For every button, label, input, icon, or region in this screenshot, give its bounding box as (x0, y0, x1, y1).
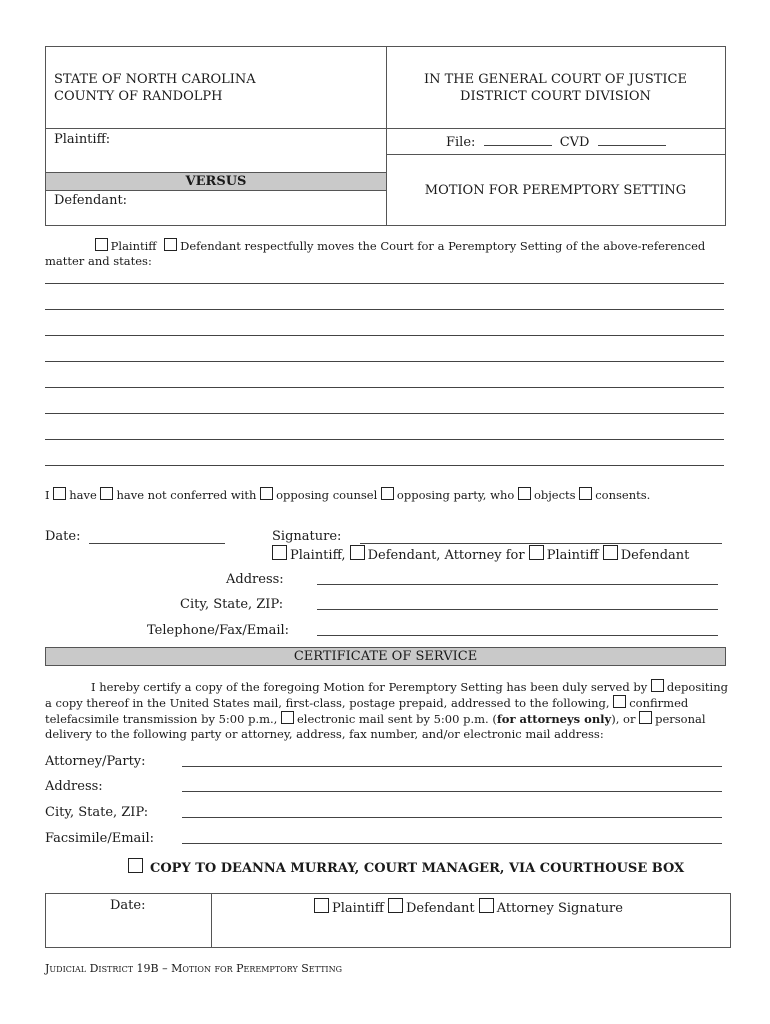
confirmed-label: confirmed (629, 696, 689, 710)
footer-defendant-checkbox[interactable] (388, 898, 403, 913)
statement-line[interactable] (45, 439, 724, 440)
signer-role-line (272, 545, 689, 563)
service-attorney-field[interactable] (182, 766, 722, 767)
versus-label: VERSUS (185, 174, 247, 189)
opposing-counsel-label: opposing counsel (276, 488, 378, 502)
depositing-label: depositing (666, 680, 728, 694)
cert-line1 (91, 679, 728, 694)
cert-line3b: electronic mail sent by 5:00 p.m. ( (296, 712, 497, 726)
certificate-heading-bar (45, 647, 726, 666)
page-footer: Judicial District 19B – Motion for Peremptory Setting (45, 962, 342, 975)
certificate-heading: CERTIFICATE OF SERVICE (293, 649, 478, 664)
statement-line[interactable] (45, 387, 724, 388)
footer-plaintiff-label: Plaintiff (332, 901, 384, 916)
statement-line[interactable] (45, 309, 724, 310)
signature-field[interactable] (360, 543, 722, 544)
defendant-input[interactable] (136, 192, 380, 212)
signer-address-field[interactable] (317, 584, 718, 585)
caption-left-divider (46, 128, 386, 129)
signer-city-field[interactable] (317, 609, 718, 610)
cert-line3 (45, 711, 706, 726)
signer-phone-label: Telephone/Fax/Email: (147, 623, 290, 638)
have-label: have (69, 488, 97, 502)
intro-plaintiff-checkbox[interactable] (95, 238, 108, 251)
date-label: Date: (45, 529, 81, 544)
objects-checkbox[interactable] (518, 487, 531, 500)
conferral-i: I (45, 488, 50, 502)
cert-line4: delivery to the following party or attorney, address, fax number, and/or electronic mail address: (45, 727, 604, 741)
statement-line[interactable] (45, 361, 724, 362)
conferral-line (45, 487, 650, 502)
cvd-number-field[interactable] (598, 145, 666, 146)
file-number-field[interactable] (484, 145, 552, 146)
service-attorney-label: Attorney/Party: (45, 754, 146, 769)
copy-to-checkbox[interactable] (128, 858, 143, 873)
service-address-label: Address: (45, 779, 103, 794)
defendant-label: Defendant: (54, 193, 128, 208)
county-line: COUNTY OF RANDOLPH (54, 89, 223, 104)
service-fax-label: Facsimile/Email: (45, 831, 154, 846)
caption-table (45, 46, 726, 226)
opposing-party-checkbox[interactable] (381, 487, 394, 500)
attorney-plaintiff-label: Plaintiff (546, 548, 599, 563)
cert-line1-text: I hereby certify a copy of the foregoing Motion for Peremptory Setting has been duly served by (91, 680, 648, 694)
signer-phone-field[interactable] (317, 635, 718, 636)
cert-line2-text: a copy thereof in the United States mail, first-class, postage prepaid, addressed to the following, (45, 696, 610, 710)
service-address-field[interactable] (182, 791, 722, 792)
have-not-checkbox[interactable] (100, 487, 113, 500)
service-city-field[interactable] (182, 817, 722, 818)
signer-address-label: Address: (226, 572, 284, 587)
court-line1: IN THE GENERAL COURT OF JUSTICE (423, 72, 687, 87)
attorney-defendant-label: Defendant (620, 548, 690, 563)
have-not-label: have not conferred with (116, 488, 257, 502)
signer-plaintiff-checkbox[interactable] (272, 545, 287, 560)
intro-text2: matter and states: (45, 254, 152, 268)
signature-label: Signature: (272, 529, 342, 544)
confirmed-checkbox[interactable] (613, 695, 626, 708)
footer-plaintiff-checkbox[interactable] (314, 898, 329, 913)
attorneys-only-text: for attorneys only (496, 712, 612, 726)
signer-defendant-checkbox[interactable] (350, 545, 365, 560)
statement-line[interactable] (45, 465, 724, 466)
attorney-plaintiff-checkbox[interactable] (529, 545, 544, 560)
footer-attorney-label: Attorney Signature (496, 901, 623, 916)
footer-signer-options (314, 898, 623, 916)
plaintiff-label: Plaintiff: (54, 132, 111, 147)
cert-line2 (45, 695, 688, 710)
consents-checkbox[interactable] (579, 487, 592, 500)
file-number-row (446, 135, 666, 150)
cvd-label: CVD (559, 135, 590, 150)
plaintiff-input[interactable] (126, 131, 380, 151)
footer-box-divider (211, 894, 212, 947)
intro-line (45, 238, 725, 253)
signer-plaintiff-label: Plaintiff, (290, 548, 346, 563)
objects-label: objects (533, 488, 576, 502)
caption-right-divider1 (386, 128, 725, 129)
footer-signature-box (45, 893, 731, 948)
intro-defendant-label: Defendant (180, 239, 241, 253)
opposing-counsel-checkbox[interactable] (260, 487, 273, 500)
versus-bar (46, 172, 386, 191)
service-city-label: City, State, ZIP: (45, 805, 149, 820)
motion-title: MOTION FOR PEREMPTORY SETTING (424, 183, 687, 198)
court-line2: DISTRICT COURT DIVISION (460, 89, 651, 104)
depositing-checkbox[interactable] (651, 679, 664, 692)
personal-checkbox[interactable] (639, 711, 652, 724)
signer-city-label: City, State, ZIP: (180, 597, 284, 612)
signer-defendant-label: Defendant, Attorney for (367, 548, 525, 563)
cert-line3a: telefacsimile transmission by 5:00 p.m., (45, 712, 278, 726)
personal-label: personal (655, 712, 706, 726)
consents-label: consents. (595, 488, 651, 502)
service-fax-field[interactable] (182, 843, 722, 844)
statement-line[interactable] (45, 283, 724, 284)
statement-line[interactable] (45, 413, 724, 414)
opposing-party-label: opposing party, who (396, 488, 515, 502)
file-label: File: (446, 135, 476, 150)
intro-plaintiff-label: Plaintiff (110, 239, 157, 253)
date-field[interactable] (89, 543, 225, 544)
footer-date-label: Date: (110, 898, 146, 913)
electronic-mail-checkbox[interactable] (281, 711, 294, 724)
state-line: STATE OF NORTH CAROLINA (54, 72, 256, 87)
intro-defendant-checkbox[interactable] (164, 238, 177, 251)
have-checkbox[interactable] (53, 487, 66, 500)
copy-to-text: COPY TO DEANNA MURRAY, COURT MANAGER, VIA COURTHOUSE BOX (150, 861, 685, 876)
caption-right-divider2 (386, 154, 725, 155)
copy-to-line (128, 858, 684, 876)
footer-defendant-label: Defendant (405, 901, 475, 916)
cert-line3c: ), or (611, 712, 636, 726)
attorney-defendant-checkbox[interactable] (603, 545, 618, 560)
statement-line[interactable] (45, 335, 724, 336)
intro-text: respectfully moves the Court for a Peremptory Setting of the above-referenced (244, 239, 706, 253)
footer-attorney-checkbox[interactable] (479, 898, 494, 913)
